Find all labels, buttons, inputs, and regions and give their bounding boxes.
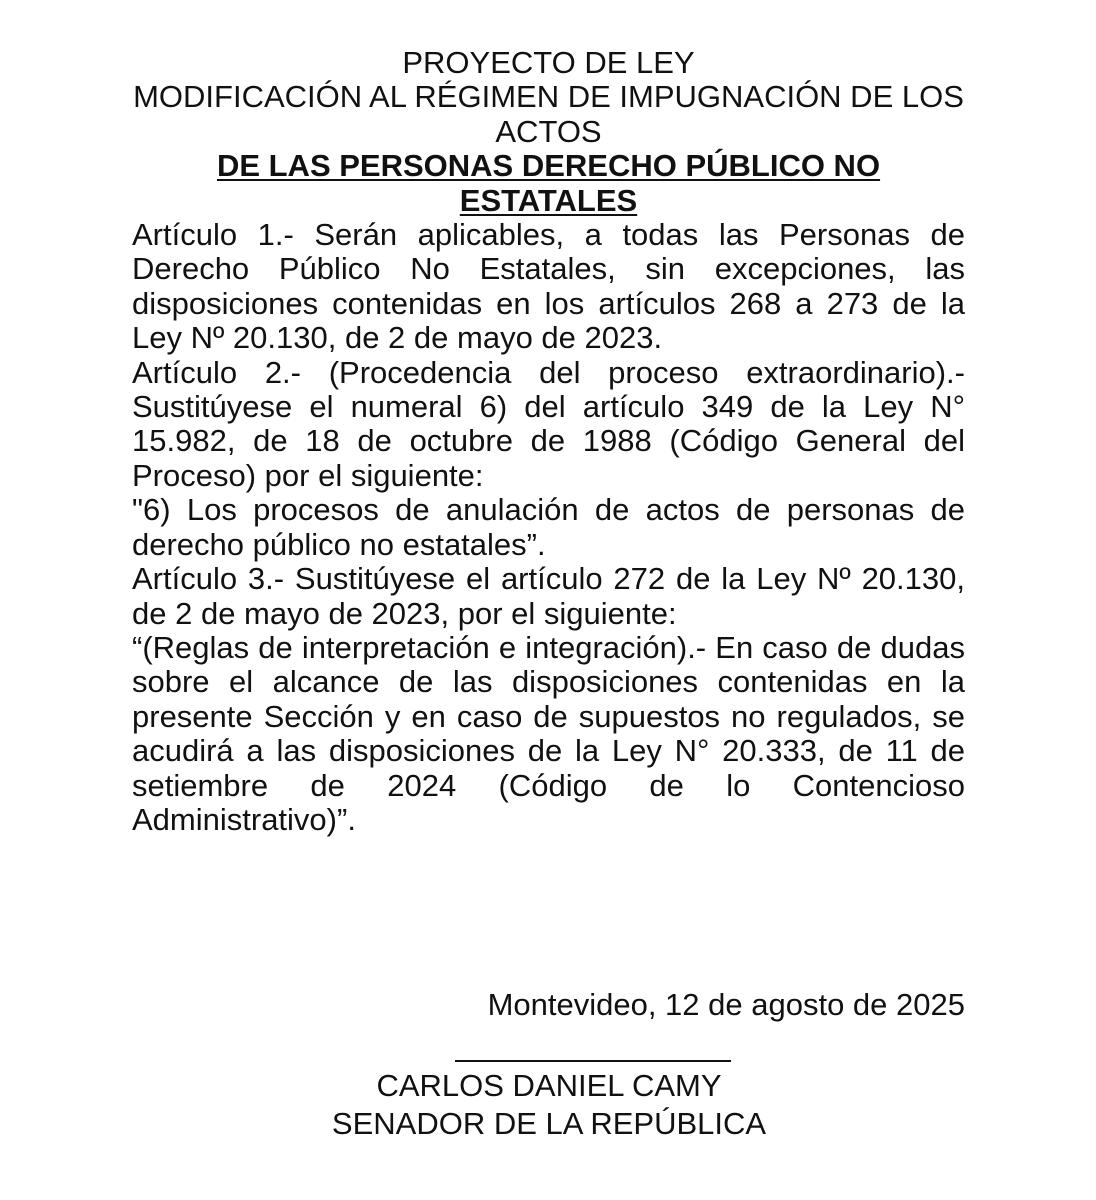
signature-line bbox=[455, 1060, 731, 1062]
article-3-quoted-text: “(Reglas de interpretación e integración).- En caso de dudas sobre el alcance de las disposiciones contenidas en la presente Sección y en caso de supuestos no regulados, se acudirá a las disposiciones de la Ley N° 20.333, de 11 de setiembre de 2024 (Código de lo Contencioso Administrativo)”. bbox=[132, 629, 965, 837]
document-title: PROYECTO DE LEY bbox=[402, 45, 695, 80]
article-2: Artículo 2.- (Procedencia del proceso extraordinario).- Sustitúyese el numeral 6) del artículo 349 de la Ley N° 15.982, de 18 de octubre de 1988 (Código General del Proceso) por el siguiente: bbox=[132, 354, 965, 493]
article-3: Artículo 3.- Sustitúyese el artículo 272 de la Ley Nº 20.130, de 2 de mayo de 2023, por el siguiente: bbox=[132, 561, 965, 631]
document-subheading: DE LAS PERSONAS DERECHO PÚBLICO NO ESTATALES bbox=[216, 148, 881, 218]
article-2-quoted-text: "6) Los procesos de anulación de actos de personas de derecho público no estatales”. bbox=[132, 492, 965, 562]
document-heading: MODIFICACIÓN AL RÉGIMEN DE IMPUGNACIÓN DE LOS ACTOS bbox=[133, 79, 964, 149]
signer-name: CARLOS DANIEL CAMY bbox=[376, 1068, 722, 1103]
article-1: Artículo 1.- Serán aplicables, a todas las Personas de Derecho Público No Estatales, sin excepciones, las disposiciones contenidas en los artículos 268 a 273 de la Ley Nº 20.130, de 2 de mayo de 2023. bbox=[132, 217, 965, 356]
signer-block bbox=[300, 1067, 798, 1143]
document-header bbox=[132, 46, 965, 218]
signer-role: SENADOR DE LA REPÚBLICA bbox=[331, 1106, 767, 1141]
document-body bbox=[132, 46, 965, 837]
place-date: Montevideo, 12 de agosto de 2025 bbox=[487, 987, 965, 1022]
